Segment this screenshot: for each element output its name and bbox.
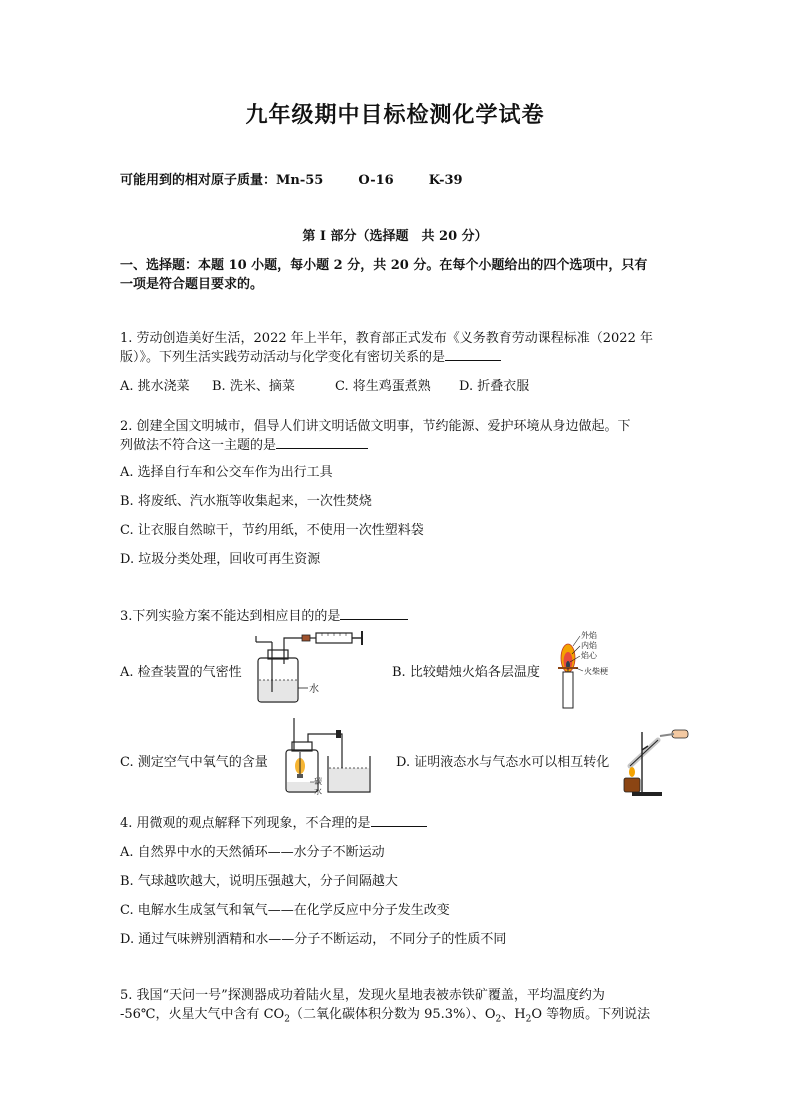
part1-heading: 第 I 部分（选择题 共 20 分） bbox=[302, 229, 488, 244]
figure-b-inner-flame-label: 内焰 bbox=[581, 641, 597, 650]
q4-stem-text: 4. 用微观的观点解释下列现象，不合理的是 bbox=[120, 816, 371, 831]
page-title: 九年级期中目标检测化学试卷 bbox=[245, 102, 545, 128]
figure-d-apparatus bbox=[614, 726, 694, 798]
q3-option-d: D. 证明液态水与气态水可以相互转化 bbox=[396, 755, 610, 770]
q1-line2-text: 版）》。下列生活实践劳动活动与化学变化有密切关系的是 bbox=[120, 350, 446, 365]
q5-line2 bbox=[120, 1003, 650, 1025]
q1-answer-blank bbox=[445, 348, 501, 361]
q3-option-a: A. 检查装置的气密性 bbox=[120, 665, 242, 680]
q1-option-b: B. 洗米、摘菜 bbox=[212, 379, 295, 394]
q5-line2-c: 、H bbox=[501, 1007, 526, 1022]
q1-line1: 1. 劳动创造美好生活，2022 年上半年，教育部正式发布《义务教育劳动课程标准（2022 年 bbox=[120, 331, 653, 346]
q3-option-b: B. 比较蜡烛火焰各层温度 bbox=[392, 665, 540, 680]
q5-sub-h2o: 2 bbox=[525, 1014, 532, 1025]
q4-option-c: C. 电解水生成氢气和氧气——在化学反应中分子发生改变 bbox=[120, 903, 450, 918]
figure-c-water-label: 水 bbox=[314, 787, 322, 796]
q4-option-d: D. 通过气味辨别酒精和水——分子不断运动， 不同分子的性质不同 bbox=[120, 932, 507, 947]
q2-option-d: D. 垃圾分类处理，回收可再生资源 bbox=[120, 552, 321, 567]
q3-option-c: C. 测定空气中氧气的含量 bbox=[120, 755, 268, 770]
figure-c-carbon-label: 碳 bbox=[314, 777, 322, 786]
instructions-line2: 一项是符合题目要求的。 bbox=[120, 277, 264, 292]
q3-stem-text: 3.下列实验方案不能达到相应目的的是 bbox=[120, 609, 341, 624]
q4-stem bbox=[120, 812, 427, 831]
q5-sub-co2: 2 bbox=[284, 1014, 290, 1025]
atomic-mass-o: O-16 bbox=[358, 173, 394, 188]
q5-line1: 5. 我国“天问一号”探测器成功着陆火星，发现火星地表被赤铁矿覆盖，平均温度约为 bbox=[120, 988, 605, 1003]
q5-line2-d: O 等物质。下列说法 bbox=[531, 1007, 651, 1022]
q1-line2 bbox=[120, 346, 501, 365]
q3-stem bbox=[120, 605, 408, 624]
figure-b-flame-core-label: 焰心 bbox=[581, 651, 597, 660]
q1-option-c: C. 将生鸡蛋煮熟 bbox=[335, 379, 431, 394]
q5-sub-o2: 2 bbox=[495, 1014, 502, 1025]
figure-a-water-label: 水 bbox=[309, 684, 319, 695]
figure-c-apparatus bbox=[280, 716, 376, 796]
q2-option-b: B. 将废纸、汽水瓶等收集起来，一次性焚烧 bbox=[120, 494, 372, 509]
q2-line2-text: 列做法不符合这一主题的是 bbox=[120, 438, 277, 453]
atomic-mass-k: K-39 bbox=[428, 173, 463, 188]
q3-answer-blank bbox=[340, 607, 408, 620]
figure-b-candle bbox=[556, 628, 612, 710]
q2-line2 bbox=[120, 434, 368, 453]
q2-option-c: C. 让衣服自然晾干，节约用纸，不使用一次性塑料袋 bbox=[120, 523, 424, 538]
atomic-mass-line bbox=[120, 169, 463, 188]
q2-option-a: A. 选择自行车和公交车作为出行工具 bbox=[120, 465, 333, 480]
instructions-line1: 一、选择题：本题 10 小题，每小题 2 分，共 20 分。在每个小题给出的四个选项中，只有 bbox=[120, 258, 648, 273]
q1-option-a: A. 挑水浇菜 bbox=[120, 379, 190, 394]
q4-answer-blank bbox=[371, 814, 427, 827]
figure-a-apparatus bbox=[252, 630, 370, 706]
figure-b-match-label: 火柴梗 bbox=[584, 667, 608, 676]
atomic-mass-mn: Mn-55 bbox=[276, 173, 324, 188]
q2-answer-blank bbox=[276, 436, 368, 449]
q4-option-a: A. 自然界中水的天然循环——水分子不断运动 bbox=[120, 845, 385, 860]
q2-line1: 2. 创建全国文明城市，倡导人们讲文明话做文明事，节约能源、爱护环境从身边做起。下 bbox=[120, 419, 631, 434]
q5-line2-b: （二氧化碳体积分数为 95.3%）、O bbox=[289, 1007, 496, 1022]
q4-option-b: B. 气球越吹越大，说明压强越大，分子间隔越大 bbox=[120, 874, 398, 889]
figure-b-outer-flame-label: 外焰 bbox=[581, 631, 597, 640]
q5-line2-a: -56℃，火星大气中含有 CO bbox=[120, 1007, 285, 1022]
atomic-mass-label: 可能用到的相对原子质量： bbox=[120, 173, 277, 188]
q1-option-d: D. 折叠衣服 bbox=[459, 379, 530, 394]
